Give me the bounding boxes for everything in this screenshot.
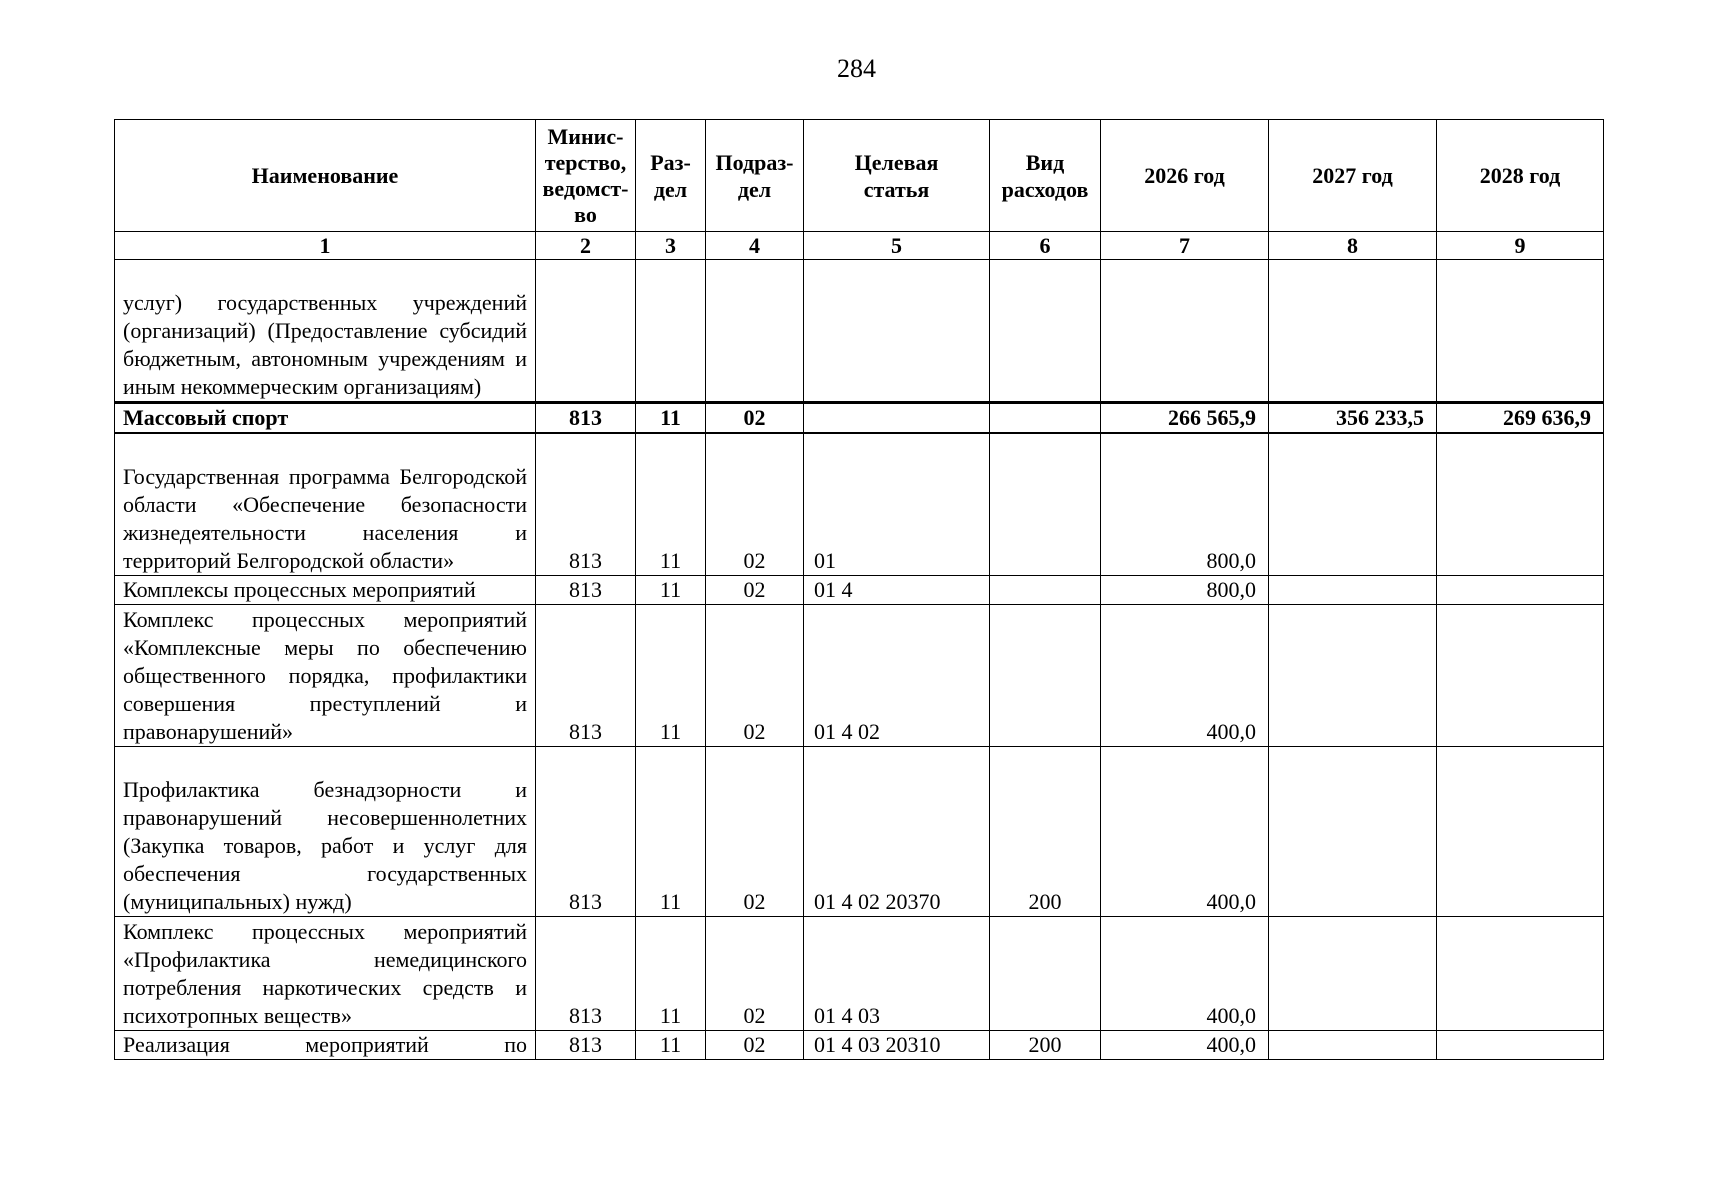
column-number: 1 — [115, 232, 536, 260]
row-2026: 266 565,9 — [1101, 403, 1269, 434]
row-ministry: 813 — [536, 433, 636, 575]
row-subsection: 02 — [706, 433, 804, 575]
row-2027 — [1269, 433, 1437, 575]
row-2028 — [1437, 916, 1604, 1030]
row-type — [990, 916, 1101, 1030]
row-name: Комплекс процессных мероприятий «Комплексные меры по обеспечению общественного порядка, профилактики совершения преступлений и правонарушений» — [115, 604, 536, 746]
table-row — [115, 403, 1604, 434]
row-name: Государственная программа Белгородской области «Обеспечение безопасности жизнедеятельности населения и территорий Белгородской области» — [115, 433, 536, 575]
row-name: Профилактика безнадзорности и правонарушений несовершеннолетних (Закупка товаров, работ и услуг для обеспечения государственных (муниципальных) нужд) — [115, 746, 536, 916]
page-number: 284 — [837, 54, 876, 83]
row-type: 200 — [990, 1030, 1101, 1059]
row-2026: 800,0 — [1101, 433, 1269, 575]
row-2026: 800,0 — [1101, 575, 1269, 604]
column-number-row — [115, 232, 1604, 260]
row-subsection: 02 — [706, 403, 804, 434]
row-target — [804, 403, 990, 434]
row-target: 01 4 03 20310 — [804, 1030, 990, 1059]
row-2027 — [1269, 916, 1437, 1030]
header-name: Наименование — [115, 120, 536, 232]
row-2027 — [1269, 575, 1437, 604]
header-section: Раз- дел — [636, 120, 706, 232]
row-type: 200 — [990, 746, 1101, 916]
header-2027: 2027 год — [1269, 120, 1437, 232]
row-type — [990, 433, 1101, 575]
row-2027 — [1269, 746, 1437, 916]
row-section: 11 — [636, 604, 706, 746]
row-subsection: 02 — [706, 575, 804, 604]
row-ministry: 813 — [536, 746, 636, 916]
column-number: 9 — [1437, 232, 1604, 260]
row-type — [990, 260, 1101, 403]
column-number: 4 — [706, 232, 804, 260]
row-2027 — [1269, 604, 1437, 746]
row-section: 11 — [636, 575, 706, 604]
column-number: 2 — [536, 232, 636, 260]
row-2028 — [1437, 1030, 1604, 1059]
row-ministry: 813 — [536, 403, 636, 434]
row-name: услуг) государственных учреждений (организаций) (Предоставление субсидий бюджетным, автономным учреждениям и иным некоммерческим организациям) — [115, 260, 536, 403]
row-2028 — [1437, 746, 1604, 916]
row-section: 11 — [636, 403, 706, 434]
table-row — [115, 260, 1604, 403]
row-target: 01 4 02 — [804, 604, 990, 746]
row-2027: 356 233,5 — [1269, 403, 1437, 434]
row-section: 11 — [636, 1030, 706, 1059]
row-target: 01 — [804, 433, 990, 575]
row-ministry: 813 — [536, 916, 636, 1030]
row-type — [990, 604, 1101, 746]
row-2026: 400,0 — [1101, 916, 1269, 1030]
header-subsection: Подраз- дел — [706, 120, 804, 232]
header-2026: 2026 год — [1101, 120, 1269, 232]
row-2026 — [1101, 260, 1269, 403]
row-type — [990, 403, 1101, 434]
header-type: Вид расходов — [990, 120, 1101, 232]
row-2028 — [1437, 260, 1604, 403]
column-number: 7 — [1101, 232, 1269, 260]
row-subsection: 02 — [706, 1030, 804, 1059]
row-target: 01 4 03 — [804, 916, 990, 1030]
row-2028: 269 636,9 — [1437, 403, 1604, 434]
row-section: 11 — [636, 433, 706, 575]
row-ministry: 813 — [536, 1030, 636, 1059]
row-name: Комплекс процессных мероприятий «Профилактика немедицинского потребления наркотических средств и психотропных веществ» — [115, 916, 536, 1030]
table-row — [115, 916, 1604, 1030]
row-subsection: 02 — [706, 604, 804, 746]
row-2028 — [1437, 433, 1604, 575]
row-2026: 400,0 — [1101, 1030, 1269, 1059]
row-2026: 400,0 — [1101, 604, 1269, 746]
budget-table — [114, 119, 1604, 1060]
row-subsection: 02 — [706, 916, 804, 1030]
row-name: Массовый спорт — [115, 403, 536, 434]
row-ministry: 813 — [536, 575, 636, 604]
row-target: 01 4 02 20370 — [804, 746, 990, 916]
row-ministry — [536, 260, 636, 403]
row-subsection: 02 — [706, 746, 804, 916]
row-subsection — [706, 260, 804, 403]
row-section — [636, 260, 706, 403]
row-target: 01 4 — [804, 575, 990, 604]
column-number: 5 — [804, 232, 990, 260]
column-number: 6 — [990, 232, 1101, 260]
table-row — [115, 604, 1604, 746]
table-row — [115, 433, 1604, 575]
header-row — [115, 120, 1604, 232]
row-name: Комплексы процессных мероприятий — [115, 575, 536, 604]
header-target: Целевая статья — [804, 120, 990, 232]
row-type — [990, 575, 1101, 604]
column-number: 3 — [636, 232, 706, 260]
row-section: 11 — [636, 916, 706, 1030]
row-name: Реализация мероприятий по — [115, 1030, 536, 1059]
table-row — [115, 1030, 1604, 1059]
header-ministry: Минис- терство, ведомст- во — [536, 120, 636, 232]
row-2027 — [1269, 1030, 1437, 1059]
row-ministry: 813 — [536, 604, 636, 746]
column-number: 8 — [1269, 232, 1437, 260]
row-2027 — [1269, 260, 1437, 403]
row-2026: 400,0 — [1101, 746, 1269, 916]
row-target — [804, 260, 990, 403]
row-2028 — [1437, 575, 1604, 604]
table-row — [115, 575, 1604, 604]
row-2028 — [1437, 604, 1604, 746]
table-row — [115, 746, 1604, 916]
row-section: 11 — [636, 746, 706, 916]
header-2028: 2028 год — [1437, 120, 1604, 232]
